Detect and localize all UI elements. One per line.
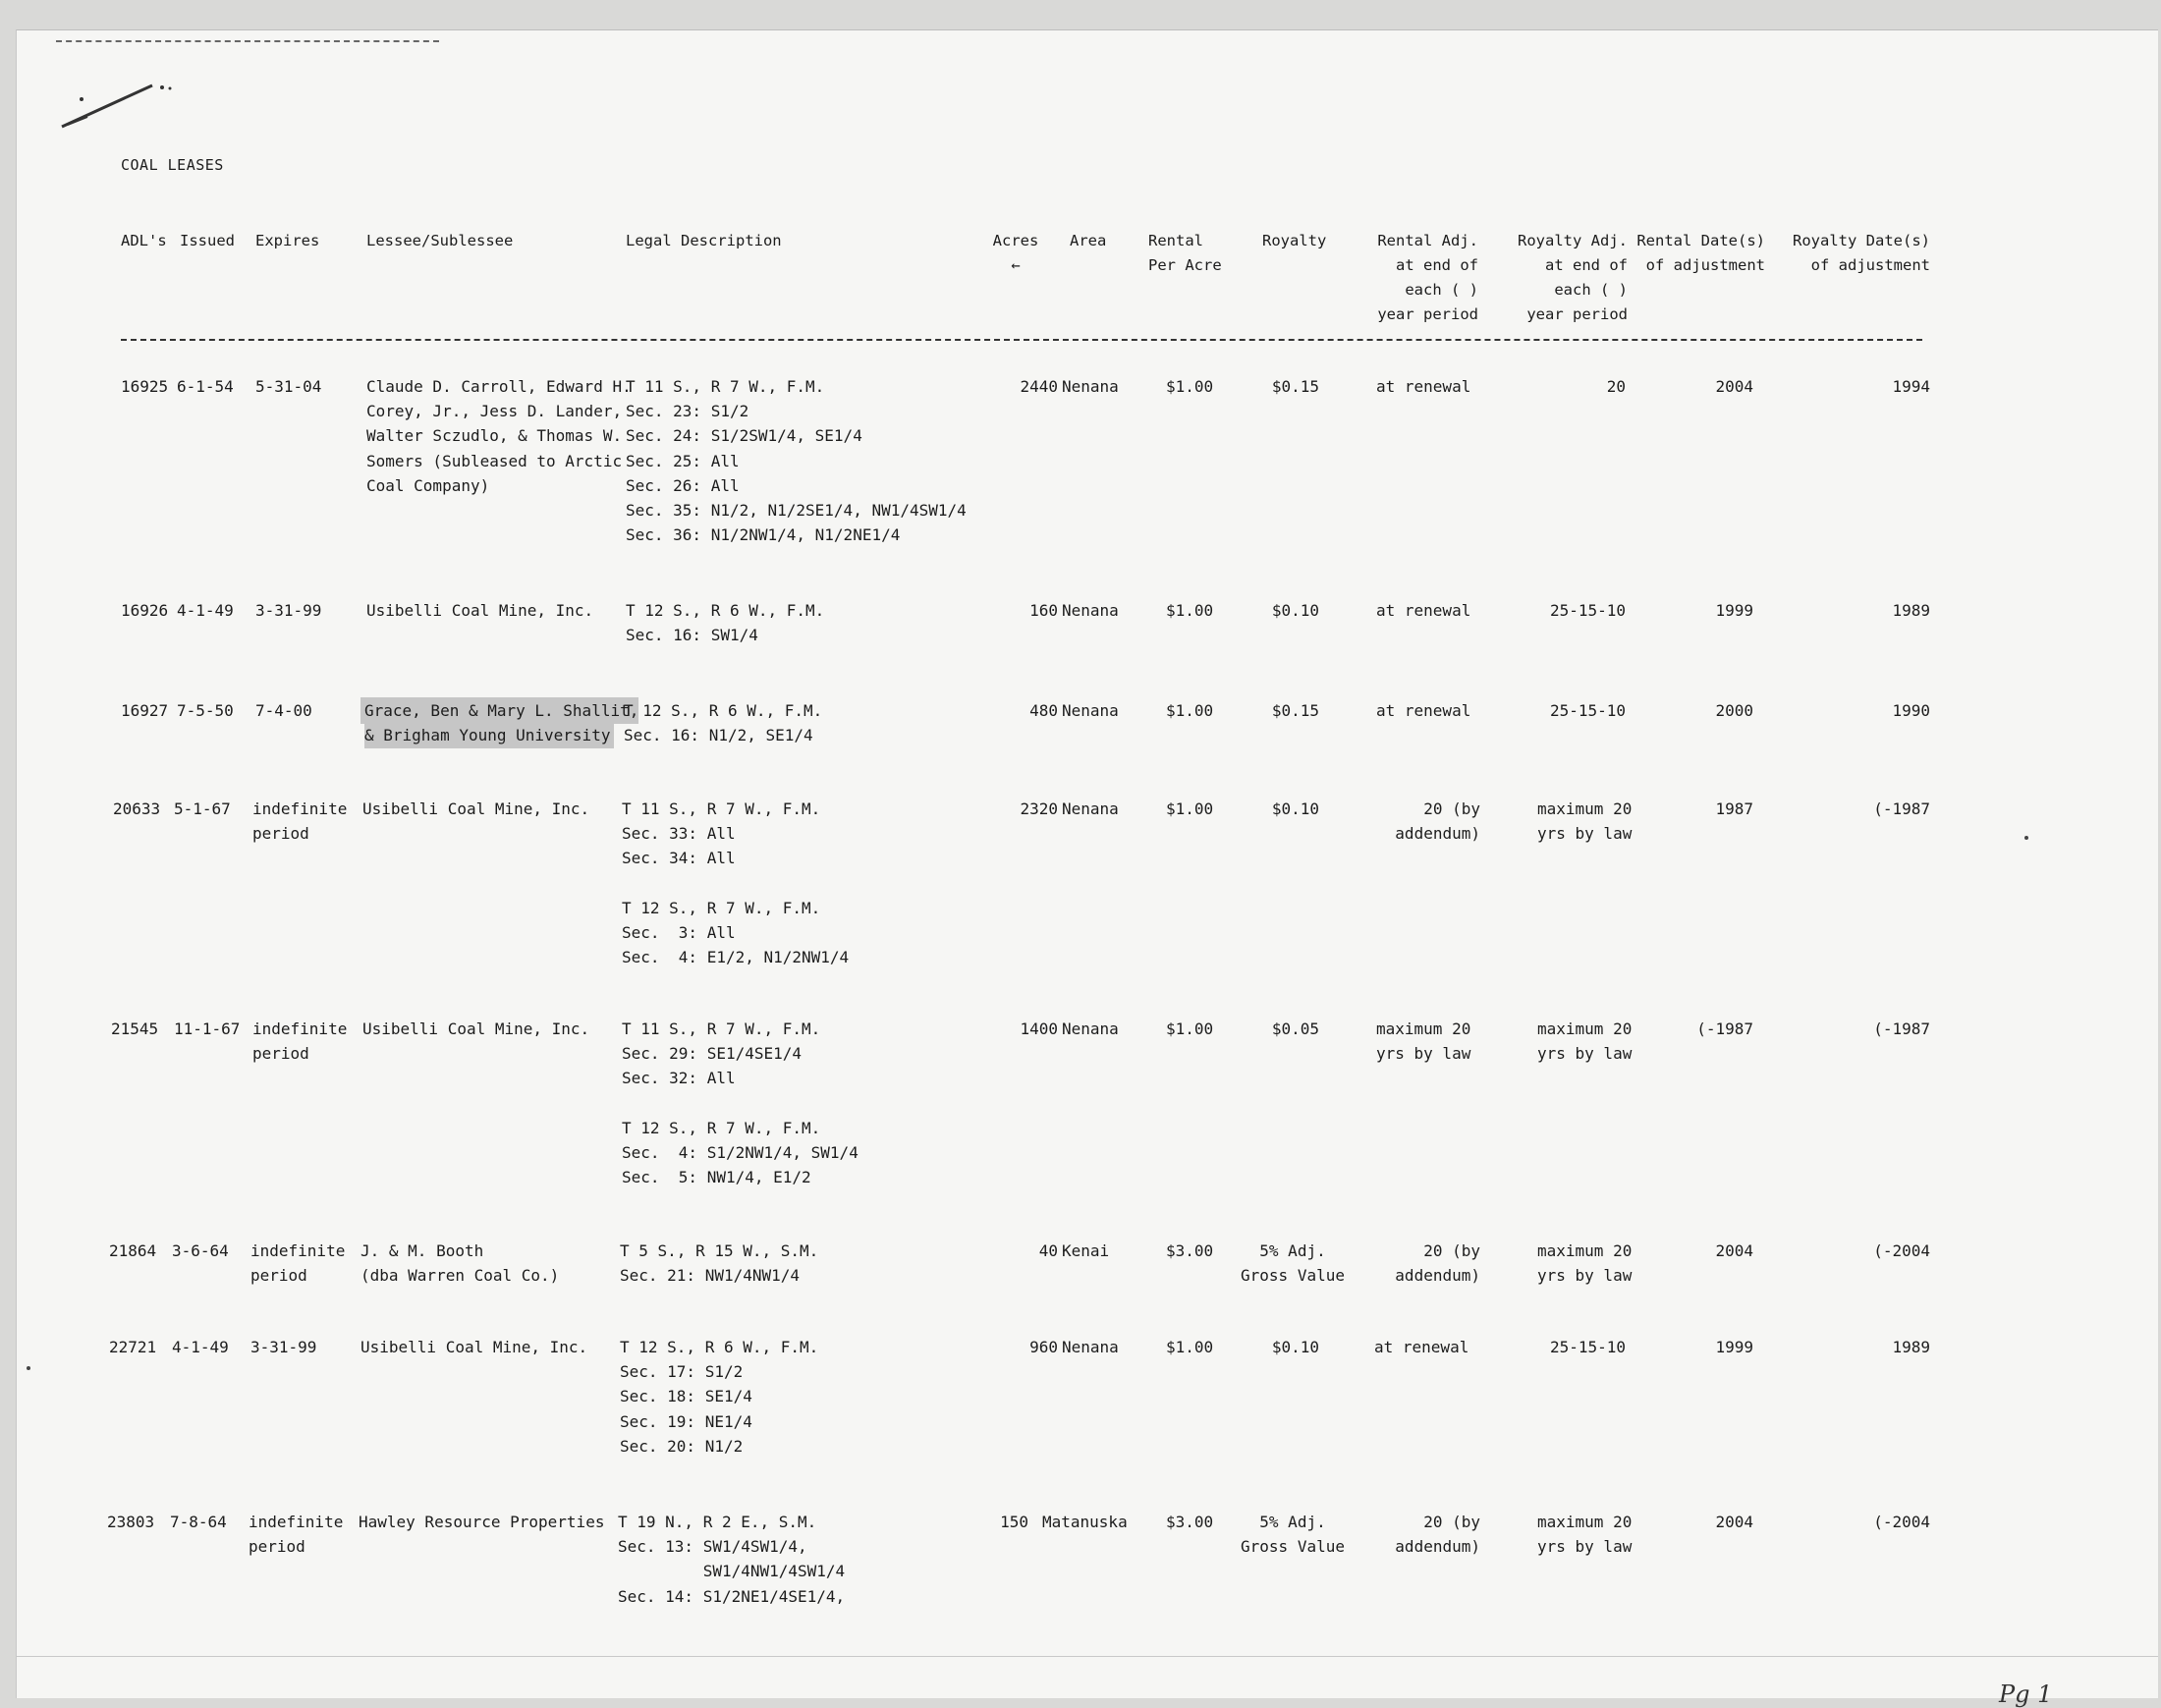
royalty-adj-value: 25-15-10: [1549, 1338, 1626, 1356]
header-royalty-date: Royalty Date(s) of adjustment: [1793, 232, 1930, 274]
legal-description: T 11 S., R 7 W., F.M. Sec. 29: SE1/4SE1/4 Sec. 32: All T 12 S., R 7 W., F.M. Sec. 4: S1/2NW1/4, SW1/4 Sec. 5: NW1/4, E1/2: [622, 1019, 859, 1187]
expires-date: 3-31-99: [255, 601, 322, 620]
acres-value: 960: [1029, 1338, 1058, 1356]
royalty-date-value: (-1987: [1873, 1019, 1930, 1038]
header-acres: Acres ←: [992, 232, 1039, 274]
area-value: Nenana: [1062, 601, 1119, 620]
rental-adj-value: 20 (by addendum): [1395, 1513, 1480, 1557]
area-value: Nenana: [1062, 377, 1119, 396]
royalty-value: $0.15: [1271, 377, 1319, 396]
royalty-adj-value: 25-15-10: [1549, 701, 1626, 720]
expires-date: 7-4-00: [255, 701, 312, 720]
rental-adj-value: 20 (by addendum): [1395, 799, 1480, 844]
adl-number: 20633: [113, 799, 161, 818]
page-number: Pg 1: [1999, 1680, 2053, 1708]
royalty-adj-value: 20: [1606, 377, 1626, 396]
rental-adj-value: maximum 20 yrs by law: [1376, 1019, 1471, 1064]
issued-date: 11-1-67: [174, 1019, 241, 1038]
royalty-adj-value: maximum 20 yrs by law: [1537, 1241, 1633, 1286]
legal-description: T 19 N., R 2 E., S.M. Sec. 13: SW1/4SW1/4, SW1/4NW1/4SW1/4 Sec. 14: S1/2NE1/4SE1/4,: [618, 1513, 846, 1606]
header-divider: [121, 339, 1922, 341]
rental-value: $1.00: [1166, 1338, 1214, 1356]
header-rental-date: Rental Date(s) of adjustment: [1636, 232, 1765, 274]
lessee-name: Usibelli Coal Mine, Inc.: [366, 601, 594, 620]
rental-adj-value: at renewal: [1376, 377, 1471, 396]
lessee-name: Usibelli Coal Mine, Inc.: [360, 1338, 588, 1356]
royalty-value: 5% Adj. Gross Value: [1241, 1241, 1345, 1286]
royalty-value: $0.10: [1271, 799, 1319, 818]
adl-number: 16926: [121, 601, 169, 620]
rental-value: $1.00: [1166, 701, 1214, 720]
acres-value: 480: [1029, 701, 1058, 720]
lessee-name: Usibelli Coal Mine, Inc.: [362, 799, 590, 818]
lessee-name: J. & M. Booth (dba Warren Coal Co.): [360, 1241, 560, 1286]
royalty-adj-value: maximum 20 yrs by law: [1537, 1019, 1633, 1064]
adl-number: 23803: [107, 1513, 155, 1531]
lessee-name: Claude D. Carroll, Edward H. Corey, Jr., Jess D. Lander, Walter Sczudlo, & Thomas W. Somers (Subleased to Arctic Coal Company): [366, 377, 632, 495]
header-legal-description: Legal Description: [626, 232, 782, 249]
area-value: Nenana: [1062, 1019, 1119, 1038]
royalty-adj-value: maximum 20 yrs by law: [1537, 1513, 1633, 1557]
royalty-date-value: (-2004: [1873, 1241, 1930, 1260]
royalty-date-value: 1989: [1892, 601, 1930, 620]
acres-value: 2320: [1020, 799, 1058, 818]
document-page: [16, 29, 2158, 1708]
header-rental-adj: Rental Adj. at end of each ( ) year period: [1377, 232, 1478, 323]
rental-adj-value: 20 (by addendum): [1395, 1241, 1480, 1286]
acres-value: 150: [1000, 1513, 1028, 1531]
area-value: Nenana: [1062, 1338, 1119, 1356]
stray-mark: [27, 1366, 30, 1370]
royalty-date-value: (-2004: [1873, 1513, 1930, 1531]
expires-date: 3-31-99: [250, 1338, 317, 1356]
legal-description: T 5 S., R 15 W., S.M. Sec. 21: NW1/4NW1/4: [620, 1241, 819, 1286]
area-value: Matanuska: [1042, 1513, 1128, 1531]
lessee-name: Usibelli Coal Mine, Inc.: [362, 1019, 590, 1038]
rental-adj-value: at renewal: [1376, 601, 1471, 620]
lessee-name: [364, 698, 638, 747]
rental-value: $1.00: [1166, 601, 1214, 620]
rental-adj-value: at renewal: [1374, 1338, 1469, 1356]
expires-date: indefinite period: [252, 799, 348, 844]
adl-number: 16927: [121, 701, 169, 720]
expires-date: indefinite period: [252, 1019, 348, 1064]
rental-date-value: 2004: [1715, 1513, 1753, 1531]
acres-value: 160: [1029, 601, 1058, 620]
lessee-name: Hawley Resource Properties: [359, 1513, 605, 1531]
rental-adj-value: at renewal: [1376, 701, 1471, 720]
issued-date: 7-5-50: [177, 701, 234, 720]
royalty-date-value: 1989: [1892, 1338, 1930, 1356]
royalty-adj-value: 25-15-10: [1549, 601, 1626, 620]
rental-value: $3.00: [1166, 1241, 1214, 1260]
stray-mark: [2024, 836, 2028, 840]
expires-date: 5-31-04: [255, 377, 322, 396]
legal-description: T 12 S., R 6 W., F.M. Sec. 17: S1/2 Sec. 18: SE1/4 Sec. 19: NE1/4 Sec. 20: N1/2: [620, 1338, 819, 1456]
issued-date: 6-1-54: [177, 377, 234, 396]
pen-mark-icon: [58, 78, 186, 137]
royalty-date-value: (-1987: [1873, 799, 1930, 818]
legal-description: T 12 S., R 6 W., F.M. Sec. 16: N1/2, SE1/4: [624, 701, 823, 745]
adl-number: 22721: [109, 1338, 157, 1356]
acres-value: 40: [1038, 1241, 1058, 1260]
rental-date-value: 2000: [1715, 701, 1753, 720]
header-royalty-adj: Royalty Adj. at end of each ( ) year period: [1518, 232, 1628, 323]
issued-date: 3-6-64: [172, 1241, 229, 1260]
legal-description: T 12 S., R 6 W., F.M. Sec. 16: SW1/4: [626, 601, 825, 645]
highlighted-lessee: Grace, Ben & Mary L. Shallit, & Brigham Young University: [364, 701, 639, 745]
royalty-date-value: 1990: [1892, 701, 1930, 720]
royalty-date-value: 1994: [1892, 377, 1930, 396]
top-dashed-rule: [56, 40, 439, 42]
header-adl: ADL's: [121, 232, 167, 249]
issued-date: 5-1-67: [174, 799, 231, 818]
rental-value: $1.00: [1166, 1019, 1214, 1038]
royalty-value: $0.05: [1271, 1019, 1319, 1038]
header-expires: Expires: [255, 232, 320, 249]
adl-number: 21864: [109, 1241, 157, 1260]
adl-number: 21545: [111, 1019, 159, 1038]
issued-date: 7-8-64: [170, 1513, 227, 1531]
area-value: Kenai: [1062, 1241, 1110, 1260]
expires-date: indefinite period: [249, 1513, 344, 1557]
bottom-rule: [17, 1656, 2158, 1657]
document-title: COAL LEASES: [121, 156, 224, 174]
royalty-adj-value: maximum 20 yrs by law: [1537, 799, 1633, 844]
issued-date: 4-1-49: [177, 601, 234, 620]
header-rental: Rental Per Acre: [1148, 232, 1222, 274]
rental-value: $3.00: [1166, 1513, 1214, 1531]
royalty-value: $0.10: [1271, 601, 1319, 620]
expires-date: indefinite period: [250, 1241, 346, 1286]
royalty-value: $0.15: [1271, 701, 1319, 720]
royalty-value: $0.10: [1271, 1338, 1319, 1356]
rental-date-value: 1999: [1715, 1338, 1753, 1356]
area-value: Nenana: [1062, 799, 1119, 818]
rental-date-value: (-1987: [1696, 1019, 1753, 1038]
rental-date-value: 2004: [1715, 1241, 1753, 1260]
acres-value: 1400: [1020, 1019, 1058, 1038]
acres-value: 2440: [1020, 377, 1058, 396]
issued-date: 4-1-49: [172, 1338, 229, 1356]
rental-value: $1.00: [1166, 377, 1214, 396]
header-royalty: Royalty: [1262, 232, 1327, 249]
rental-value: $1.00: [1166, 799, 1214, 818]
header-lessee: Lessee/Sublessee: [366, 232, 514, 249]
rental-date-value: 2004: [1715, 377, 1753, 396]
legal-description: T 11 S., R 7 W., F.M. Sec. 33: All Sec. 34: All T 12 S., R 7 W., F.M. Sec. 3: All Sec. 4: E1/2, N1/2NW1/4: [622, 799, 850, 967]
adl-number: 16925: [121, 377, 169, 396]
area-value: Nenana: [1062, 701, 1119, 720]
header-area: Area: [1070, 232, 1107, 249]
rental-date-value: 1987: [1715, 799, 1753, 818]
royalty-value: 5% Adj. Gross Value: [1241, 1513, 1345, 1557]
rental-date-value: 1999: [1715, 601, 1753, 620]
legal-description: T 11 S., R 7 W., F.M. Sec. 23: S1/2 Sec. 24: S1/2SW1/4, SE1/4 Sec. 25: All Sec. 26: All Sec. 35: N1/2, N1/2SE1/4, NW1/4SW1/4 Sec. 36: N1/2NW1/4, N1/2NE1/4: [626, 377, 967, 545]
header-issued: Issued: [180, 232, 235, 249]
